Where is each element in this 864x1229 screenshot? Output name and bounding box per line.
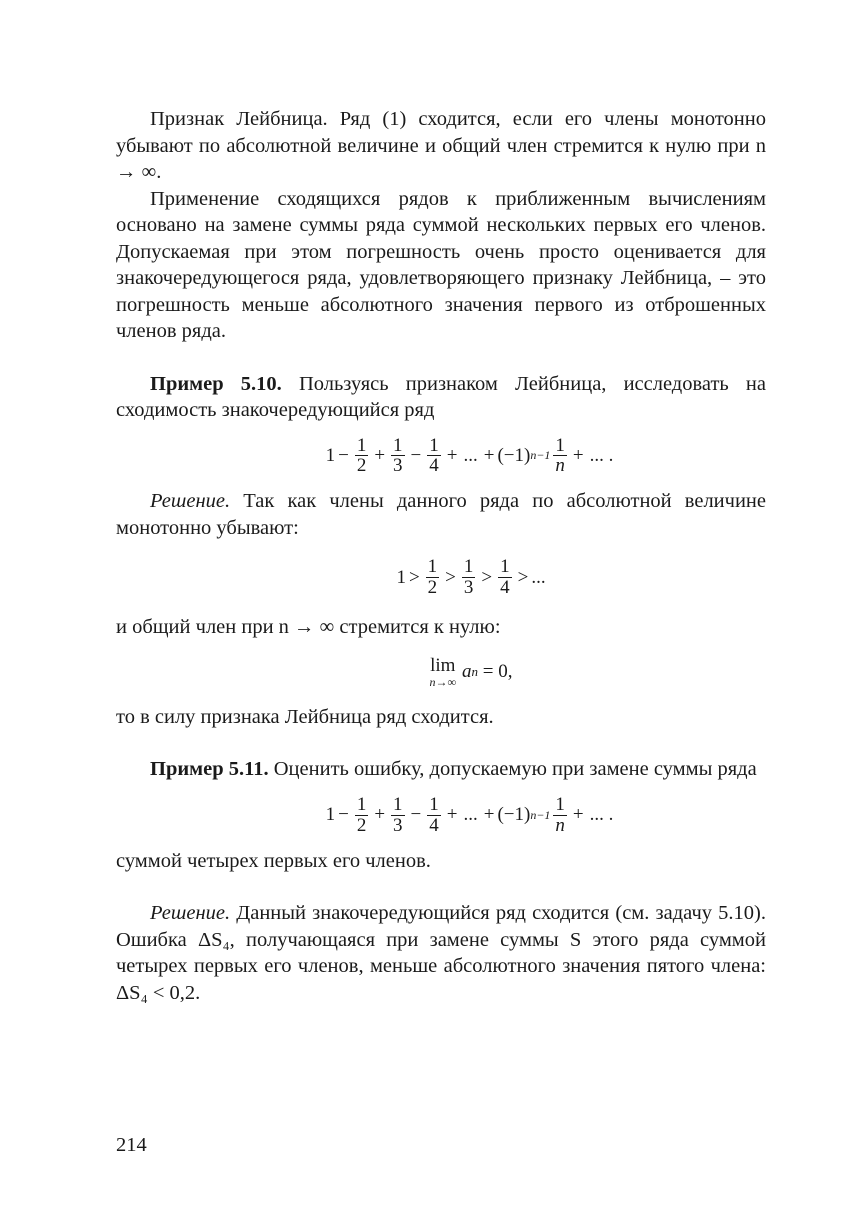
fraction: $\frac{1}{4}$ [429, 793, 439, 836]
paragraph-limit-intro: и общий член при n → ∞ стремится к нулю: [116, 616, 501, 639]
paragraph-conclusion: то в силу признака Лейбница ряд сходится. [116, 705, 494, 728]
example-5-10-label: Пример 5.10. [150, 372, 282, 395]
series-formula-1: 1 − $\frac{1}{2}$ + $\frac{1}{3}$ − $\frac{1}{4}$ + ... + (−1) n−1 $\frac{1}{n}$ + ... . [325, 434, 614, 477]
solution-5-11 [116, 900, 766, 1006]
fraction: $\frac{1}{n}$ [555, 793, 565, 836]
fraction: $\frac{1}{3}$ [463, 556, 474, 599]
limit-formula: lim n→∞ a n = 0, [429, 654, 513, 689]
example-5-11-label: Пример 5.11. [150, 758, 269, 781]
solution-label: Решение. [150, 902, 231, 925]
solution-5-10 [116, 488, 766, 541]
page-number: 214 [116, 1134, 147, 1156]
example-5-10 [116, 371, 766, 424]
inequality-formula: 1 > $\frac{1}{2}$ > $\frac{1}{3}$ > $\frac{1}{4}$ > ... [396, 556, 546, 599]
page-content [116, 106, 766, 1006]
solution-label: Решение. [150, 490, 231, 513]
paragraph-four-terms: суммой четырех первых его членов. [116, 849, 431, 872]
series-formula-2: 1 − $\frac{1}{2}$ + $\frac{1}{3}$ − $\frac{1}{4}$ + ... + (−1) n−1 $\frac{1}{n}$ + ... . [325, 793, 614, 836]
fraction: $\frac{1}{n}$ [555, 434, 565, 477]
fraction: $\frac{1}{3}$ [393, 434, 403, 477]
paragraph-leibniz-criterion: Признак Лейбница. Ряд (1) сходится, если его члены монотонно убывают по абсолютной величине и общий член стремится к нулю при n → ∞. [116, 108, 766, 183]
solution-text: Данный знакочередующийся ряд сходится (см. задачу 5.10). Ошибка ΔS₄, получающаяся при замене суммы S этого ряда суммой четырех первых его членов, меньше абсолютного значения пятого члена: ΔS₄ < 0,2. [116, 902, 766, 1004]
fraction: $\frac{1}{2}$ [427, 556, 438, 599]
paragraph-approximation: Применение сходящихся рядов к приближенным вычислениям основано на замене суммы ряда суммой нескольких первых его членов. Допускаемая при этом погрешность очень просто оценивается для знакочередующегося ряда, удовлетворяющего признаку Лейбница, – это погрешность меньше абсолютного значения первого из отброшенных членов ряда. [116, 187, 766, 342]
fraction: $\frac{1}{2}$ [356, 793, 367, 836]
fraction: $\frac{1}{4}$ [429, 434, 439, 477]
example-5-11 [116, 756, 766, 783]
example-5-11-text: Оценить ошибку, допускаемую при замене суммы ряда [268, 758, 757, 781]
solution-text: Так как члены данного ряда по абсолютной величине монотонно убывают: [116, 490, 766, 539]
fraction: $\frac{1}{2}$ [356, 434, 367, 477]
fraction: $\frac{1}{4}$ [500, 556, 510, 599]
fraction: $\frac{1}{3}$ [393, 793, 403, 836]
example-5-10-text: Пользуясь признаком Лейбница, исследовать на сходимость знакочередующийся ряд [116, 372, 766, 421]
